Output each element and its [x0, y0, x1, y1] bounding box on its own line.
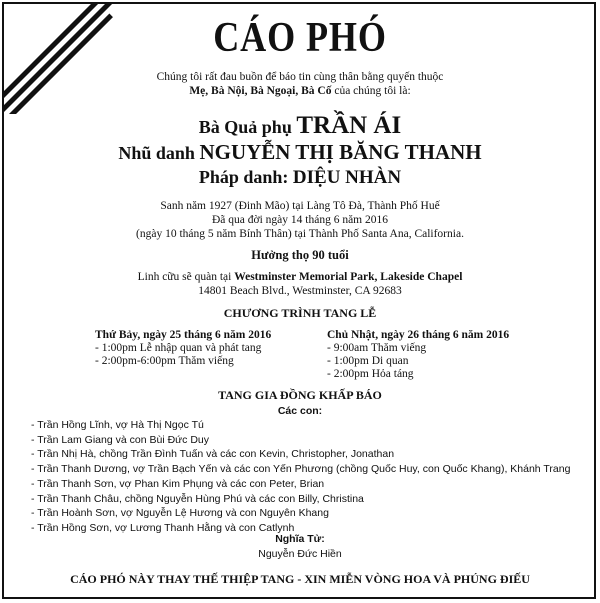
born-line: Sanh năm 1927 (Đinh Mão) tại Làng Tô Đà, Thành Phố Huế	[160, 200, 440, 212]
day1-item: - 1:00pm Lễ nhập quan và phát tang	[95, 342, 262, 354]
burial-place: Westminster Memorial Park, Lakeside Chapel	[234, 271, 463, 283]
intro-line1: Chúng tôi rất đau buồn để báo tin cùng thân bằng quyến thuộc	[156, 71, 444, 83]
intro-line2-rest: của chúng tôi là:	[331, 85, 411, 97]
day2-date: Chủ Nhật, ngày 26 tháng 6 năm 2016	[327, 329, 510, 341]
name-value: TRẦN ÁI	[296, 112, 402, 139]
closing-note: CÁO PHÓ NÀY THAY THẾ THIỆP TANG - XIN MIỄN VÒNG HOA VÀ PHÚNG ĐIẾU	[70, 572, 530, 586]
adopted-child-heading: Nghĩa Tử:	[275, 533, 325, 545]
adopted-child-name: Nguyễn Đức Hiền	[258, 548, 342, 560]
list-item: - Trần Thanh Sơn, vợ Phan Kim Phụng và các con Peter, Brian	[31, 477, 325, 490]
burial-info	[0, 270, 600, 298]
dharma-prefix: Pháp danh:	[198, 167, 293, 187]
relations: Mẹ, Bà Nội, Bà Ngoại, Bà Cố	[189, 85, 332, 97]
day2-item: - 1:00pm Di quan	[327, 355, 409, 367]
list-item: - Trần Nhị Hà, chồng Trần Đình Tuấn và các con Kevin, Christopher, Jonathan	[31, 448, 395, 461]
name-prefix: Bà Quả phụ	[198, 117, 297, 137]
day2-item: - 2:00pm Hỏa táng	[327, 368, 414, 380]
day1-item: - 2:00pm-6:00pm Thăm viếng	[95, 355, 234, 367]
page-title: CÁO PHÓ	[213, 15, 387, 61]
maiden-value: NGUYỄN THỊ BĂNG THANH	[199, 140, 482, 164]
children-list	[31, 418, 570, 536]
dharma-name	[0, 167, 600, 189]
intro-line2	[0, 84, 600, 98]
deceased-name	[0, 112, 600, 140]
day2-item: - 9:00am Thăm viếng	[327, 342, 427, 354]
family-heading: TANG GIA ĐỒNG KHẤP BÁO	[218, 388, 382, 402]
intro-text	[0, 70, 600, 98]
list-item: - Trần Lam Giang và con Bùi Đức Duy	[31, 433, 210, 446]
died-line: Đã qua đời ngày 14 tháng 6 năm 2016	[212, 214, 388, 226]
age-line: Hưởng thọ 90 tuổi	[251, 248, 349, 262]
children-heading: Các con:	[277, 405, 323, 417]
program-day2	[327, 329, 509, 381]
burial-place-line	[0, 270, 600, 284]
maiden-name	[0, 140, 600, 165]
dharma-value: DIỆU NHÀN	[292, 167, 402, 188]
program-heading: CHƯƠNG TRÌNH TANG LỄ	[223, 306, 377, 320]
list-item: - Trần Thanh Châu, chồng Nguyễn Hùng Phú và các con Billy, Christina	[31, 492, 364, 505]
list-item: - Trần Hồng Sơn, vợ Lương Thanh Hằng và con Catlynh	[31, 521, 295, 534]
died-lunar-line: (ngày 10 tháng 5 năm Bính Thân) tại Thành Phố Santa Ana, California.	[136, 228, 464, 240]
day1-date: Thứ Bảy, ngày 25 tháng 6 năm 2016	[95, 329, 272, 341]
list-item: - Trần Hoành Sơn, vợ Nguyễn Lệ Hương và con Nguyên Khang	[31, 507, 329, 520]
burial-prefix: Linh cữu sẽ quàn tại	[137, 271, 235, 283]
maiden-prefix: Nhũ danh	[118, 143, 200, 163]
program-day1	[95, 329, 271, 368]
life-details	[0, 199, 600, 241]
list-item: - Trần Thanh Dương, vợ Trần Bạch Yến và các con Yến Phương (chồng Quốc Huy, con Quốc Khang), Khánh Trang	[31, 463, 571, 476]
list-item: - Trần Hồng Lĩnh, vợ Hà Thị Ngọc Tú	[31, 419, 204, 431]
burial-address: 14801 Beach Blvd., Westminster, CA 92683	[198, 285, 402, 297]
